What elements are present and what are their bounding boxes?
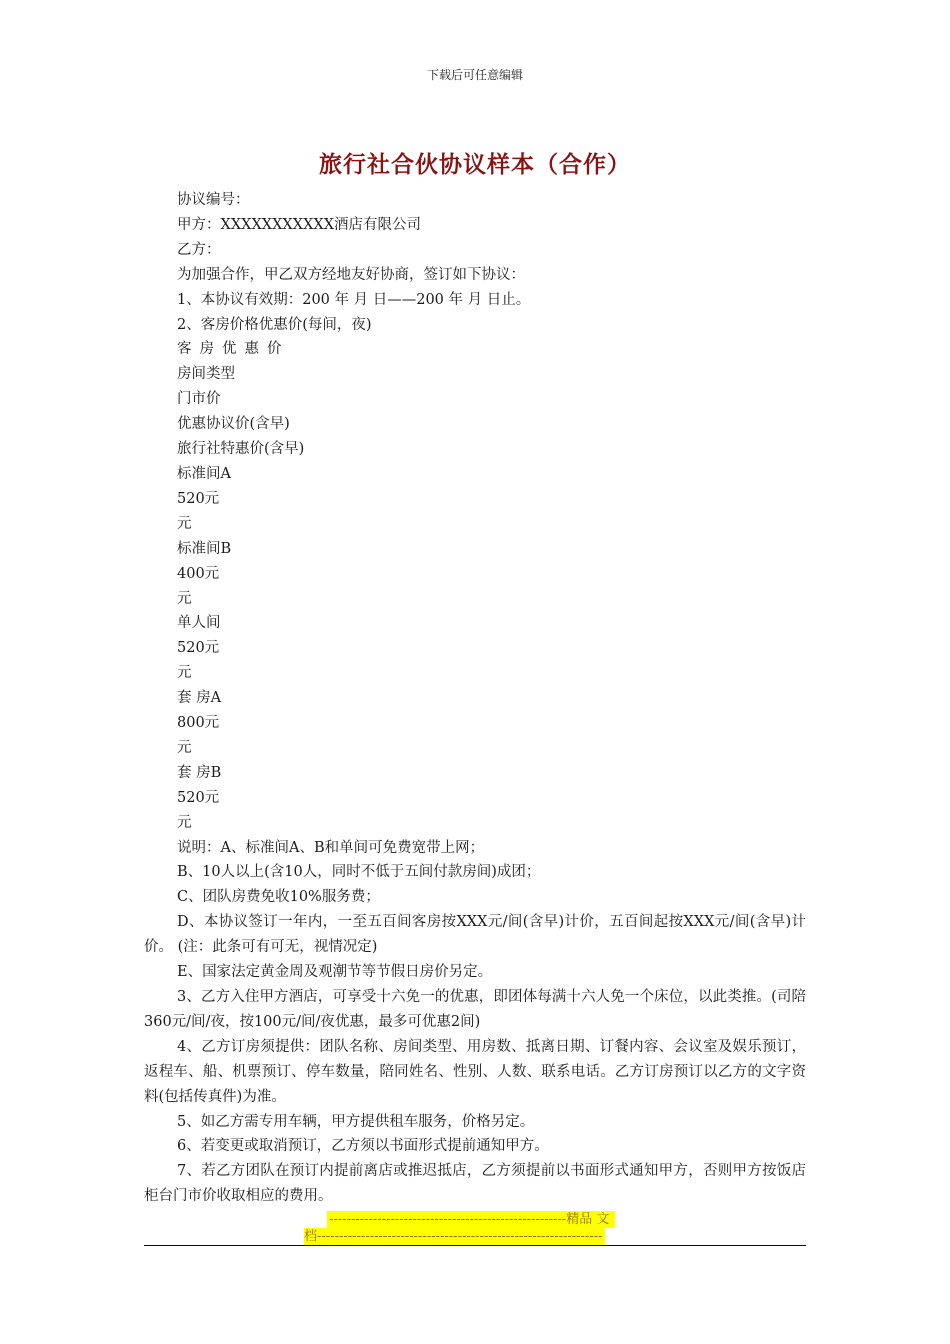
intro-text: 为加强合作，甲乙双方经地友好协商，签订如下协议： [177,266,525,283]
rate-header-agency-price: 旅行社特惠价(含早) [177,441,305,458]
agreement-number: 协议编号： [177,192,250,208]
document-body [144,188,806,1209]
rate-header-agreement-price: 优惠协议价(含早) [177,416,290,433]
footer-rule [144,1245,806,1246]
rate-row-type: 标准间B [177,540,232,557]
clause-1: 1、本协议有效期：200 年 月 日——200 年 月 日止。 [177,291,531,308]
footer-highlight-line-1: ------------------------------------------------------精品 文 [327,1211,615,1228]
rate-header-room-type: 房间类型 [177,366,235,383]
rate-row-unit: 元 [177,665,192,682]
clause-4: 4、乙方订房须提供：团队名称、房间类型、用房数、抵离日期、订餐内容、会议室及娱乐预订，返程车、船、机票预订、停车数量，陪同姓名、性别、人数、联系电话。乙方订房预订以乙方的文字资料(包括传真件)为准。 [144,1038,806,1105]
clause-5: 5、如乙方需专用车辆，甲方提供租车服务，价格另定。 [177,1113,535,1130]
clause-6: 6、若变更或取消预订，乙方须以书面形式提前通知甲方。 [177,1138,549,1155]
note-d: D、本协议签订一年内，一至五百间客房按XXX元/间(含早)计价，五百间起按XXX元/间(含早)计价。 (注：此条可有可无，视情况定) [144,914,806,956]
rate-row-type: 单人间 [177,615,221,632]
footer-highlight-line-2: 档----------------------------------------------------------------- [304,1229,603,1244]
rate-row-unit: 元 [177,739,192,756]
rate-row-unit: 元 [177,814,192,831]
party-b: 乙方： [177,241,221,258]
rate-row-unit: 元 [177,590,192,607]
rate-row-type: 套 房A [177,690,222,707]
document-title: 旅行社合伙协议样本（合作） [319,151,631,178]
rate-table [144,337,806,835]
rate-row-rack: 520元 [177,640,220,657]
rate-row-rack: 400元 [177,565,220,582]
clause-7: 7、若乙方团队在预订内提前离店或推迟抵店，乙方须提前以书面形式通知甲方，否则甲方按饭店柜台门市价收取相应的费用。 [144,1163,806,1205]
clause-3: 3、乙方入住甲方酒店，可享受十六免一的优惠，即团体每满十六人免一个床位，以此类推。(司陪360元/间/夜，按100元/间/夜优惠，最多可优惠2间) [144,989,806,1030]
rate-table-caption: 客房优惠价 [177,341,290,358]
party-a: 甲方：XXXXXXXXXXX酒店有限公司 [177,216,422,233]
note-b: B、10人以上(含10人，同时不低于五间付款房间)成团； [177,864,541,881]
footer-watermark [144,1211,806,1251]
rate-row-rack: 520元 [177,490,220,507]
note-c: C、团队房费免收10%服务费； [177,889,380,906]
note-a: 说明：A、标准间A、B和单间可免费宽带上网； [177,839,485,856]
rate-row-type: 标准间A [177,465,231,482]
header-note: 下载后可任意编辑 [426,68,523,82]
rate-header-rack-price: 门市价 [177,391,221,408]
rate-row-rack: 800元 [177,715,220,732]
note-e: E、国家法定黄金周及观潮节等节假日房价另定。 [177,964,493,981]
rate-row-type: 套 房B [177,764,222,781]
rate-row-unit: 元 [177,515,192,532]
clause-2: 2、客房价格优惠价(每间，夜) [177,316,372,333]
rate-row-rack: 520元 [177,789,220,806]
